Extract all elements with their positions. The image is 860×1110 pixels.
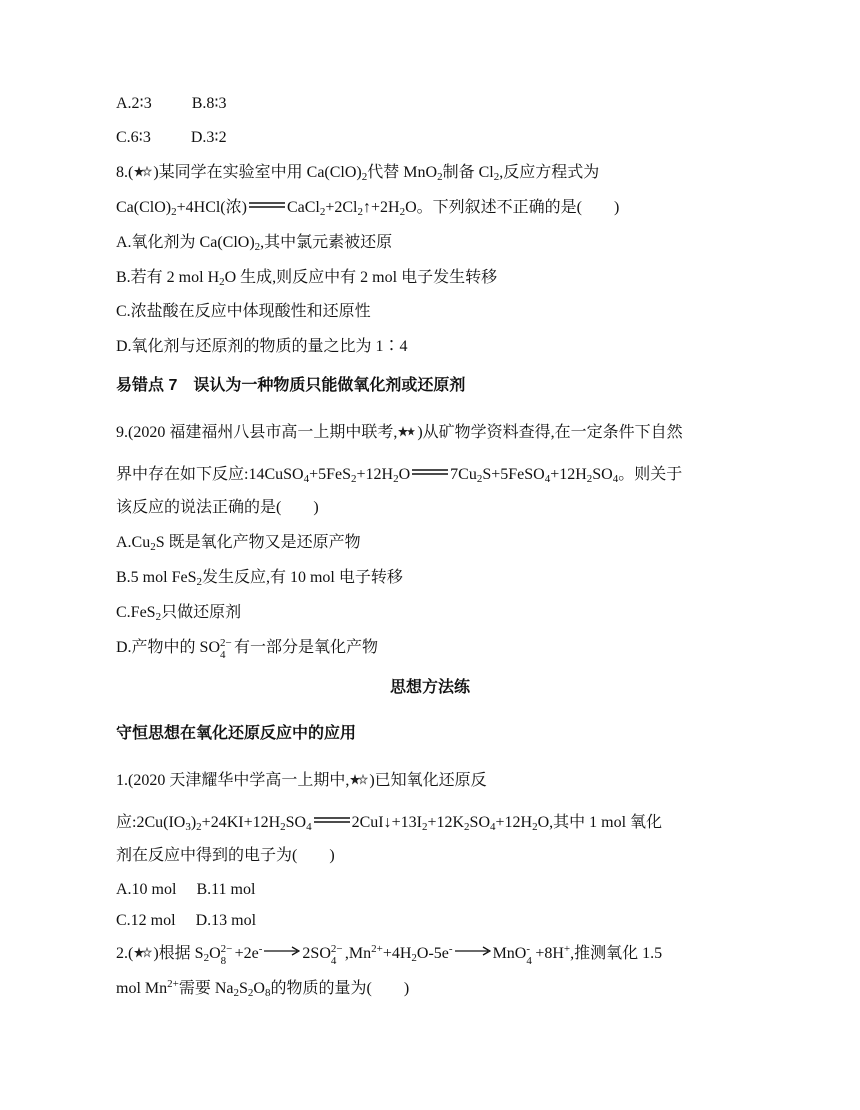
q7-options-ab [116,94,227,114]
q7-option-d: D.3∶2 [190,129,227,146]
star-icon [134,947,152,959]
q8-stem: 8.( )某同学在实验室中用 $Ca(ClO)_2$代替 MnO$_2$制备 $Cl_2$,反应方程式为 [116,164,600,183]
star-icon [398,426,416,438]
q8-option-b: B.若有 2 mol $H_2O$ 生成,则反应中有 2 mol 电子发生转移 [116,269,498,288]
q9-stem-line1: 9.(2020 福建福州八县市高一上期中联考, )从矿物学资料查得,在一定条件下自然 [116,424,683,441]
q1-options-cd: C.12 mol D.13 mol [116,912,257,929]
star-icon [134,166,152,178]
arrow-right-icon [455,946,491,956]
equals-sign-icon [314,816,350,824]
section-heading-method-practice: 思想方法练 [389,679,470,696]
q1-options-ab: A.10 mol B.11 mol [116,881,256,898]
q9-stem-line3: 该反应的说法正确的是( ) [116,499,319,516]
q9-stem-line2: 界中存在如下反应$:14CuSO_4+5FeS_2+12H_2O$ $7Cu_2S+5FeSO_4+12H_2SO_4$。则关于 [116,466,683,485]
q7-option-c: C.6∶3 [116,129,151,146]
q9-option-b: B.5 mol FeS$_2$发生反应,有 10 mol 电子转移 [116,569,403,588]
q1-stem-line2: 应$:2Cu(IO_3)_2+24KI+12H_2SO_4$ $2CuI↓+13I_2+12K_2SO_4+12H_2O$,其中 1 mol 氧化 [116,814,663,833]
q7-options-cd [116,128,227,148]
q7-option-a: A.2∶3 [116,95,152,112]
q9-option-d: D.产物中的 SO 2− 4 有一部分是氧化产物 [116,637,379,661]
q7-option-b: B.8∶3 [191,95,227,112]
q1-stem-line3: 剂在反应中得到的电子为( ) [116,847,335,864]
q8-option-d: D.氧化剂与还原剂的物质的量之比为 1∶4 [116,338,408,355]
q2-stem-line2: mol $Mn^{2+}$需要 $Na_2S_2O_8$的物质的量为( ) [116,978,410,999]
equals-sign-icon [412,468,448,476]
star-icon [350,774,368,786]
q8-option-a: A.氧化剂为 $Ca(ClO)_2$,其中氯元素被还原 [116,234,393,253]
section-heading-pitfall-7: 易错点 7 误认为一种物质只能做氧化剂或还原剂 [116,377,466,394]
q8-equation: $Ca(ClO)_2+4HCl$(浓) $CaCl_2+2Cl_2↑+2H_2O$。下列叙述不正确的是( ) [116,199,620,218]
equals-sign-icon [249,201,285,209]
q8-option-c: C.浓盐酸在反应中体现酸性和还原性 [116,303,371,320]
q2-stem-line1: 2.( )根据 $S_2O$ 2− 8 +2e- 2SO 2− 4 $,Mn^{2+}+4H_2O-5e^-$ MnO - 4 +8H+,推测氧化 1.5 [116,943,663,967]
q9-option-a: $A.Cu_2S$ 既是氧化产物又是还原产物 [116,534,361,553]
q1-stem-line1: 1.(2020 天津耀华中学高一上期中, )已知氧化还原反 [116,772,487,789]
section-heading-conservation: 守恒思想在氧化还原反应中的应用 [116,725,357,742]
arrow-right-icon [264,946,300,956]
q9-option-c: C.FeS$_2$只做还原剂 [116,604,242,623]
